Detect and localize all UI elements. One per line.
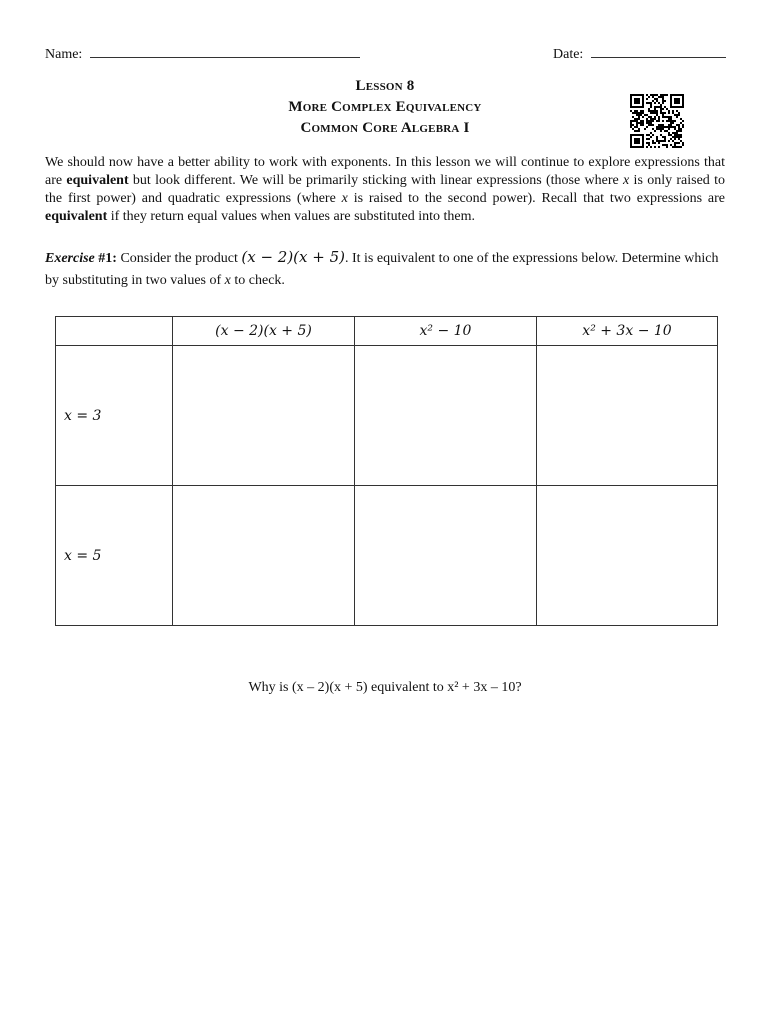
- intro-text-1: We should now have a better ability to work with exponents. In this lesson we will continue to explore expressions that are: [45, 155, 725, 188]
- title-line-topic: More Complex Equivalency: [288, 99, 482, 115]
- table-row: [56, 486, 718, 626]
- intro-bold-equivalent: equivalent: [66, 173, 129, 188]
- exercise-var-x: x: [224, 273, 231, 288]
- answer-cell[interactable]: [355, 486, 537, 626]
- row-label-x-3: x = 3: [56, 346, 173, 486]
- intro-bold-equivalent-2: equivalent: [45, 209, 108, 224]
- title-line-course: Common Core Algebra I: [300, 120, 470, 136]
- table-header-row: [56, 317, 718, 346]
- answer-cell[interactable]: [537, 346, 718, 486]
- exercise-product-expression: (x − 2)(x + 5): [241, 248, 345, 266]
- intro-var-x: x: [623, 173, 630, 188]
- table-header-x-squared-minus-10: x² − 10: [355, 317, 537, 346]
- qr-code-icon: [630, 94, 684, 148]
- date-blank[interactable]: [591, 57, 726, 58]
- answer-cell[interactable]: [537, 486, 718, 626]
- row-label-x-5: x = 5: [56, 486, 173, 626]
- exercise-text-3: to check.: [230, 273, 285, 288]
- table-header-quadratic: x² + 3x − 10: [537, 317, 718, 346]
- table-header-product: (x − 2)(x + 5): [173, 317, 355, 346]
- table-header-corner: [56, 317, 173, 346]
- answer-cell[interactable]: [355, 346, 537, 486]
- equivalence-question: Why is (x – 2)(x + 5) equivalent to x² + 3x – 10?: [248, 680, 522, 695]
- name-field-row: [45, 47, 360, 63]
- exercise-text-2: . It is equivalent to one of the expressions below. Determine which by substituting in two values of: [45, 251, 719, 288]
- exercise-label: Exercise: [45, 251, 95, 266]
- exercise-1-prompt: [45, 246, 725, 292]
- title-line-lesson: Lesson 8: [355, 78, 415, 94]
- intro-text-4: is raised to the second power). Recall that two expressions are: [347, 191, 725, 206]
- answer-cell[interactable]: [173, 346, 355, 486]
- intro-var-x-2: x: [341, 191, 348, 206]
- exercise-number: #1:: [98, 251, 117, 266]
- name-blank[interactable]: [90, 57, 360, 58]
- table-row: [56, 346, 718, 486]
- answer-cell[interactable]: [173, 486, 355, 626]
- date-field-row: [553, 47, 726, 63]
- intro-text-3: is only raised to the first power) and quadratic expressions (where: [45, 173, 725, 206]
- date-label: Date:: [553, 47, 584, 62]
- intro-paragraph: [45, 154, 725, 226]
- lesson-title: [200, 76, 570, 139]
- name-label: Name:: [45, 47, 83, 62]
- intro-text-2: but look different. We will be primarily sticking with linear expressions (those where: [128, 173, 624, 188]
- exercise-text-1: Consider the product: [116, 251, 242, 266]
- intro-text-5: if they return equal values when values are substituted into them.: [107, 209, 476, 224]
- substitution-table: [55, 316, 718, 626]
